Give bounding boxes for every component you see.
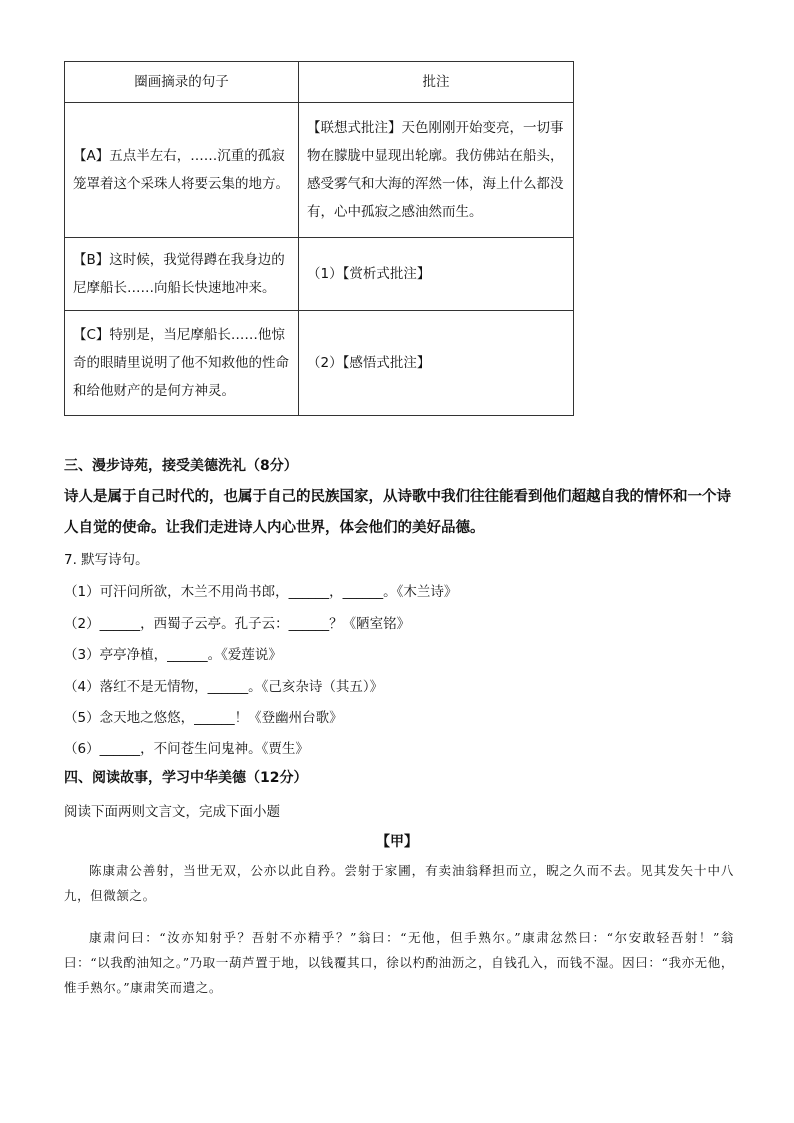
passage-label: 【甲】 [376, 834, 418, 850]
section-four-title: 四、阅读故事，学习中华美德（12分） [64, 770, 308, 786]
table-header-annotation: 批注 [299, 62, 574, 103]
table-row [65, 311, 574, 416]
table-row [65, 103, 574, 238]
recitation-item-2: （2）______，西蜀子云亭。孔子云：______？《陋室铭》 [64, 616, 411, 632]
table-cell-annotation-b[interactable]: （1）【赏析式批注】 [299, 238, 574, 311]
table-row [65, 238, 574, 311]
table-cell-annotation-a: 【联想式批注】天色刚刚开始变亮，一切事物在朦胧中显现出轮廓。我仿佛站在船头，感受雾气和大海的浑然一体，海上什么都没有，心中孤寂之感油然而生。 [299, 103, 574, 238]
passage-paragraph-1: 陈康肃公善射，当世无双，公亦以此自矜。尝射于家圃，有卖油翁释担而立，睨之久而不去。见其发矢十中八九，但微颔之。 [64, 863, 734, 903]
table-cell-annotation-c[interactable]: （2）【感悟式批注】 [299, 311, 574, 416]
annotation-table [64, 61, 574, 416]
recitation-item-4: （4）落红不是无情物，______。《己亥杂诗（其五）》 [64, 679, 384, 695]
recitation-item-6: （6）______，不问苍生问鬼神。《贾生》 [64, 741, 309, 757]
section-four-instruction: 阅读下面两则文言文，完成下面小题 [64, 804, 280, 820]
passage-paragraph-2: 康肃问曰：“汝亦知射乎？吾射不亦精乎？”翁曰：“无他，但手熟尔。”康肃忿然曰：“尔安敢轻吾射！”翁曰：“以我酌油知之。”乃取一葫芦置于地，以钱覆其口，徐以杓酌油沥之，自钱孔入，而钱不湿。因曰：“我亦无他，惟手熟尔。”康肃笑而遣之。 [64, 930, 734, 995]
section-three-title: 三、漫步诗苑，接受美德洗礼（8分） [64, 458, 298, 474]
recitation-item-1: （1）可汗问所欲，木兰不用尚书郎，______，______。《木兰诗》 [64, 584, 458, 600]
table-header-sentence: 圈画摘录的句子 [65, 62, 299, 103]
table-cell-sentence-a: 【A】五点半左右，……沉重的孤寂笼罩着这个采珠人将要云集的地方。 [65, 103, 299, 238]
recitation-item-3: （3）亭亭净植，______。《爱莲说》 [64, 647, 282, 663]
question-seven-title: 7. 默写诗句。 [64, 552, 149, 568]
table-cell-sentence-b: 【B】这时候，我觉得蹲在我身边的尼摩船长……向船长快速地冲来。 [65, 238, 299, 311]
table-header-row [65, 62, 574, 103]
section-three-intro: 诗人是属于自己时代的，也属于自己的民族国家，从诗歌中我们往往能看到他们超越自我的情怀和一个诗人自觉的使命。让我们走进诗人内心世界，体会他们的美好品德。 [64, 489, 731, 536]
table-cell-sentence-c: 【C】特别是，当尼摩船长……他惊奇的眼睛里说明了他不知救他的性命和给他财产的是何方神灵。 [65, 311, 299, 416]
recitation-item-5: （5）念天地之悠悠，______！《登幽州台歌》 [64, 710, 343, 726]
